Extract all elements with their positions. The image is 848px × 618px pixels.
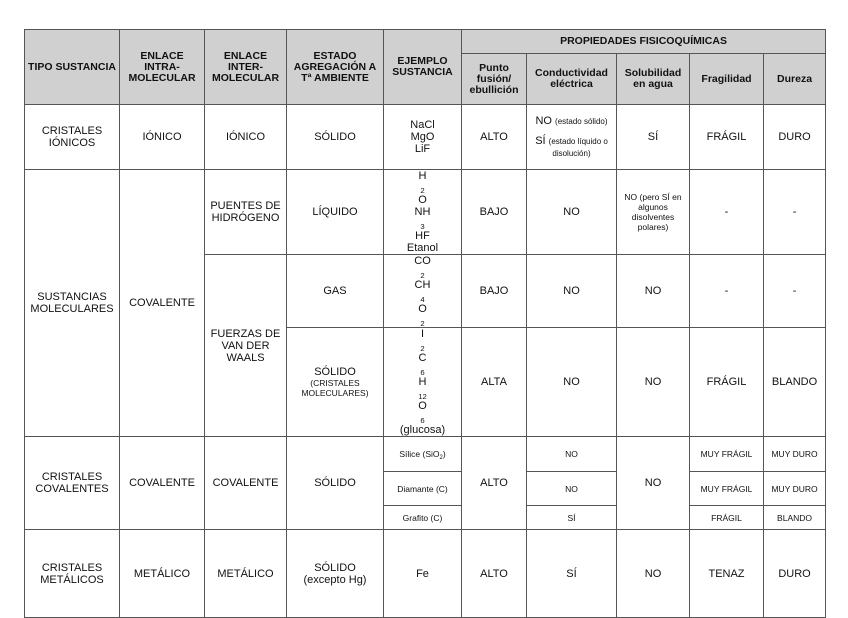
liquido-punto: BAJO xyxy=(462,170,527,255)
gas-estado: GAS xyxy=(287,255,384,328)
solido-ejemplo xyxy=(384,328,462,437)
metalicos-estado xyxy=(287,530,384,618)
ionicos-ejemplo-2: MgO xyxy=(410,131,435,143)
ionicos-solubilidad: SÍ xyxy=(617,105,690,170)
ionicos-cond-2-note: (estado líquido o disolución) xyxy=(548,137,608,158)
solido-punto: ALTA xyxy=(462,328,527,437)
silice-label: Sílice (SiO xyxy=(399,449,440,459)
covalentes-tipo: CRISTALES COVALENTES xyxy=(25,437,120,530)
solido-ej-1-sub: 2 xyxy=(420,344,425,353)
gas-ejemplo xyxy=(384,255,462,328)
gas-conductividad: NO xyxy=(527,255,617,328)
header-conductividad: Conductividad eléctrica xyxy=(527,54,617,105)
header-dureza: Dureza xyxy=(764,54,826,105)
covalentes-solubilidad: NO xyxy=(617,437,690,530)
header-estado: ESTADO AGREGACIÓN A Tª AMBIENTE xyxy=(287,30,384,105)
silice-fragilidad: MUY FRÁGIL xyxy=(690,437,764,472)
gas-punto: BAJO xyxy=(462,255,527,328)
gas-ej-2: CH xyxy=(414,279,431,291)
solido-ej-2a-sub: 6 xyxy=(420,368,425,377)
grafito-fragilidad: FRÁGIL xyxy=(690,506,764,530)
metalicos-ejemplo: Fe xyxy=(384,530,462,618)
ionicos-cond-1: NO xyxy=(535,115,552,127)
silice-close: ) xyxy=(442,449,446,459)
solido-estado xyxy=(287,328,384,437)
grafito-conductividad: SÍ xyxy=(527,506,617,530)
liquido-ej-1-rest: O xyxy=(418,194,427,206)
ionicos-estado: SÓLIDO xyxy=(287,105,384,170)
silice-conductividad: NO xyxy=(527,437,617,472)
metalicos-punto: ALTO xyxy=(462,530,527,618)
liquido-estado: LÍQUIDO xyxy=(287,170,384,255)
solido-fragilidad: FRÁGIL xyxy=(690,328,764,437)
moleculares-intra: COVALENTE xyxy=(120,170,205,437)
gas-ej-3-sub: 2 xyxy=(420,319,425,328)
header-tipo: TIPO SUSTANCIA xyxy=(25,30,120,105)
solido-ej-2c-sub: 6 xyxy=(420,416,425,425)
liquido-ej-3: HF xyxy=(415,230,430,242)
table-row xyxy=(25,437,826,472)
header-propiedades: PROPIEDADES FISICOQUÍMICAS xyxy=(462,30,826,54)
gas-solubilidad: NO xyxy=(617,255,690,328)
table-row xyxy=(25,530,826,618)
solido-ej-3: (glucosa) xyxy=(399,424,446,436)
metalicos-estado-note: (excepto Hg) xyxy=(303,573,367,586)
header-intra: ENLACE INTRA-MOLECULAR xyxy=(120,30,205,105)
table-row xyxy=(25,170,826,255)
liquido-ej-1-sub: 2 xyxy=(420,186,425,195)
substances-table xyxy=(24,29,826,618)
ionicos-conductividad xyxy=(527,105,617,170)
metalicos-conductividad: SÍ xyxy=(527,530,617,618)
ionicos-ejemplo-1: NaCl xyxy=(410,119,435,131)
liquido-ej-1: H xyxy=(418,170,427,182)
liquido-solubilidad: NO (pero SÍ en algunos disolventes polares) xyxy=(617,170,690,255)
solido-ej-2b-sub: 12 xyxy=(418,392,427,401)
liquido-ej-2-sub: 3 xyxy=(420,222,425,231)
diamante-ejemplo: Diamante (C) xyxy=(384,472,462,506)
ionicos-tipo: CRISTALES IÓNICOS xyxy=(25,105,120,170)
ionicos-ejemplo-3: LiF xyxy=(414,143,431,155)
gas-ej-1-sub: 2 xyxy=(420,271,425,280)
ionicos-ejemplo xyxy=(384,105,462,170)
silice-ejemplo xyxy=(384,437,462,472)
gas-dureza: - xyxy=(764,255,826,328)
gas-ej-3: O xyxy=(418,303,427,315)
solido-ej-2a: C xyxy=(418,352,427,364)
solido-ej-1: I xyxy=(420,328,425,340)
solido-estado-note: (CRISTALES MOLECULARES) xyxy=(301,378,369,398)
diamante-fragilidad: MUY FRÁGIL xyxy=(690,472,764,506)
liquido-fragilidad: - xyxy=(690,170,764,255)
solido-estado-label: SÓLIDO xyxy=(314,366,356,378)
liquido-conductividad: NO xyxy=(527,170,617,255)
header-solubilidad: Solubilidad en agua xyxy=(617,54,690,105)
gas-ej-2-sub: 4 xyxy=(420,295,425,304)
diamante-conductividad: NO xyxy=(527,472,617,506)
ionicos-punto: ALTO xyxy=(462,105,527,170)
liquido-ejemplo xyxy=(384,170,462,255)
metalicos-intra: METÁLICO xyxy=(120,530,205,618)
moleculares-inter-vdw: FUERZAS DE VAN DER WAALS xyxy=(205,255,287,437)
liquido-dureza: - xyxy=(764,170,826,255)
silice-sub: 2 xyxy=(439,455,443,461)
metalicos-dureza: DURO xyxy=(764,530,826,618)
grafito-dureza: BLANDO xyxy=(764,506,826,530)
diamante-dureza: MUY DURO xyxy=(764,472,826,506)
ionicos-cond-2: SÍ xyxy=(535,135,546,147)
ionicos-dureza: DURO xyxy=(764,105,826,170)
ionicos-intra: IÓNICO xyxy=(120,105,205,170)
ionicos-inter: IÓNICO xyxy=(205,105,287,170)
header-ejemplo: EJEMPLO SUSTANCIA xyxy=(384,30,462,105)
header-fragilidad: Fragilidad xyxy=(690,54,764,105)
gas-ej-1: CO xyxy=(414,255,431,267)
metalicos-solubilidad: NO xyxy=(617,530,690,618)
ionicos-cond-1-note: (estado sólido) xyxy=(555,117,608,126)
metalicos-inter: METÁLICO xyxy=(205,530,287,618)
metalicos-tipo: CRISTALES METÁLICOS xyxy=(25,530,120,618)
header-inter: ENLACE INTER-MOLECULAR xyxy=(205,30,287,105)
covalentes-estado: SÓLIDO xyxy=(287,437,384,530)
ionicos-fragilidad: FRÁGIL xyxy=(690,105,764,170)
covalentes-inter: COVALENTE xyxy=(205,437,287,530)
solido-ej-2c: O xyxy=(418,400,427,412)
metalicos-estado-label: SÓLIDO xyxy=(314,561,356,574)
moleculares-tipo: SUSTANCIAS MOLECULARES xyxy=(25,170,120,437)
solido-ej-2b: H xyxy=(418,376,427,388)
gas-fragilidad: - xyxy=(690,255,764,328)
solido-dureza: BLANDO xyxy=(764,328,826,437)
liquido-ej-4: Etanol xyxy=(406,242,439,254)
silice-dureza: MUY DURO xyxy=(764,437,826,472)
header-punto: Punto fusión/ ebullición xyxy=(462,54,527,105)
solido-solubilidad: NO xyxy=(617,328,690,437)
table-row xyxy=(25,105,826,170)
grafito-ejemplo: Grafito (C) xyxy=(384,506,462,530)
covalentes-punto: ALTO xyxy=(462,437,527,530)
liquido-ej-2: NH xyxy=(414,206,431,218)
metalicos-fragilidad: TENAZ xyxy=(690,530,764,618)
moleculares-inter-hidrogeno: PUENTES DE HIDRÓGENO xyxy=(205,170,287,255)
covalentes-intra: COVALENTE xyxy=(120,437,205,530)
solido-conductividad: NO xyxy=(527,328,617,437)
